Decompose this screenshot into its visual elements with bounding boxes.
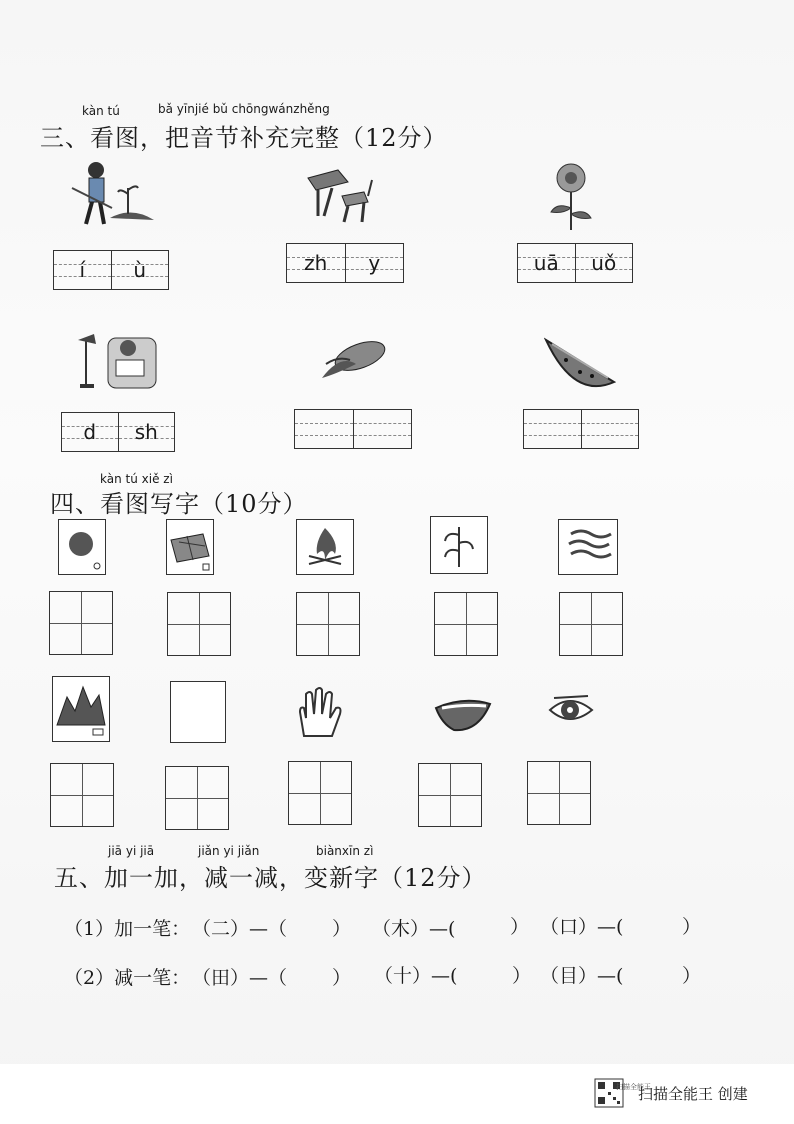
pinyin-box-yumi xyxy=(294,409,412,449)
pinyin-cell[interactable] xyxy=(582,410,639,448)
tian-grid-write-box[interactable] xyxy=(167,592,231,656)
section3-pinyin-kantu: kàn tú xyxy=(82,104,120,118)
add-stroke-q1-close: ） xyxy=(332,918,352,940)
add-stroke-q1: （二）—（ xyxy=(192,918,288,940)
section4-title: 四、看图写字（10分） xyxy=(50,490,308,518)
subtract-stroke-label: （2）减一笔： xyxy=(64,967,191,989)
boy-planting-tree-icon xyxy=(62,158,162,234)
subtract-stroke-q2: （十）—( xyxy=(374,965,458,987)
fire-icon xyxy=(296,519,354,575)
hand-icon xyxy=(290,686,348,742)
pinyin-cell[interactable]: uǒ xyxy=(576,244,633,282)
water-icon xyxy=(558,519,618,575)
add-stroke-q2-close: ） xyxy=(510,916,530,938)
grain-plant-icon xyxy=(430,516,488,574)
section4-pinyin: kàn tú xiě zì xyxy=(100,472,173,486)
eye-icon xyxy=(548,688,594,732)
section3-pinyin-rest: bǎ yīnjié bǔ chōngwánzhěng xyxy=(158,102,330,116)
tian-grid-write-box[interactable] xyxy=(49,591,113,655)
section5-pinyin-jiayijia: jiā yi jiā xyxy=(108,844,155,858)
subtract-stroke-q1: （田）—（ xyxy=(192,967,288,989)
subtract-stroke-q3-close: ） xyxy=(682,965,702,987)
add-stroke-q3-close: ） xyxy=(682,916,702,938)
tian-grid-write-box[interactable] xyxy=(418,763,482,827)
tian-grid-write-box[interactable] xyxy=(288,761,352,825)
reading-boy-lamp-icon xyxy=(72,330,160,392)
tian-grid-write-box[interactable] xyxy=(527,761,591,825)
pinyin-cell[interactable] xyxy=(524,410,582,448)
field-icon xyxy=(166,519,214,575)
pinyin-box-zhishu xyxy=(53,250,169,290)
tian-grid-write-box[interactable] xyxy=(165,766,229,830)
section3-title: 三、看图，把音节补充完整（12分） xyxy=(40,124,448,152)
tian-grid-write-box[interactable] xyxy=(559,592,623,656)
subtract-stroke-q1-close: ） xyxy=(332,967,352,989)
mountain-icon xyxy=(52,676,110,742)
pinyin-box-zhuoyi xyxy=(286,243,404,283)
pinyin-box-dushu xyxy=(61,412,175,452)
footer-text: 扫描全能王 创建 xyxy=(638,1085,748,1103)
tian-grid-write-box[interactable] xyxy=(50,763,114,827)
add-stroke-label: （1）加一笔： xyxy=(64,918,191,940)
mouth-icon xyxy=(434,694,492,734)
sun-icon xyxy=(58,519,106,575)
pinyin-cell[interactable]: y xyxy=(346,244,404,282)
qr-caption: 扫描全能王 xyxy=(616,1083,651,1091)
watermelon-slice-icon xyxy=(544,334,616,392)
pinyin-cell[interactable]: í xyxy=(54,251,112,289)
pinyin-cell[interactable]: uā xyxy=(518,244,576,282)
pinyin-cell[interactable]: zh xyxy=(287,244,346,282)
pinyin-cell[interactable]: ù xyxy=(112,251,169,289)
pinyin-cell[interactable]: sh xyxy=(119,413,175,451)
pinyin-cell[interactable]: d xyxy=(62,413,119,451)
subtract-stroke-q3: （目）—( xyxy=(540,965,624,987)
subtract-stroke-q2-close: ） xyxy=(512,965,532,987)
section5-pinyin-jianyijian: jiǎn yi jiǎn xyxy=(198,844,260,858)
tian-grid-write-box[interactable] xyxy=(434,592,498,656)
add-stroke-q2: （木）—( xyxy=(372,918,456,940)
section5-title: 五、加一加，减一减，变新字（12分） xyxy=(54,864,487,892)
pinyin-box-huaduo xyxy=(517,243,633,283)
pinyin-cell[interactable] xyxy=(295,410,354,448)
desk-chair-icon xyxy=(302,166,384,228)
corn-icon xyxy=(316,334,390,390)
flower-icon xyxy=(540,160,602,234)
tian-grid-write-box[interactable] xyxy=(296,592,360,656)
section5-pinyin-bianxinzi: biànxīn zì xyxy=(316,844,374,858)
add-stroke-q3: （口）—( xyxy=(540,916,624,938)
pinyin-cell[interactable] xyxy=(354,410,412,448)
moon-icon xyxy=(170,681,226,743)
pinyin-box-xigua xyxy=(523,409,639,449)
